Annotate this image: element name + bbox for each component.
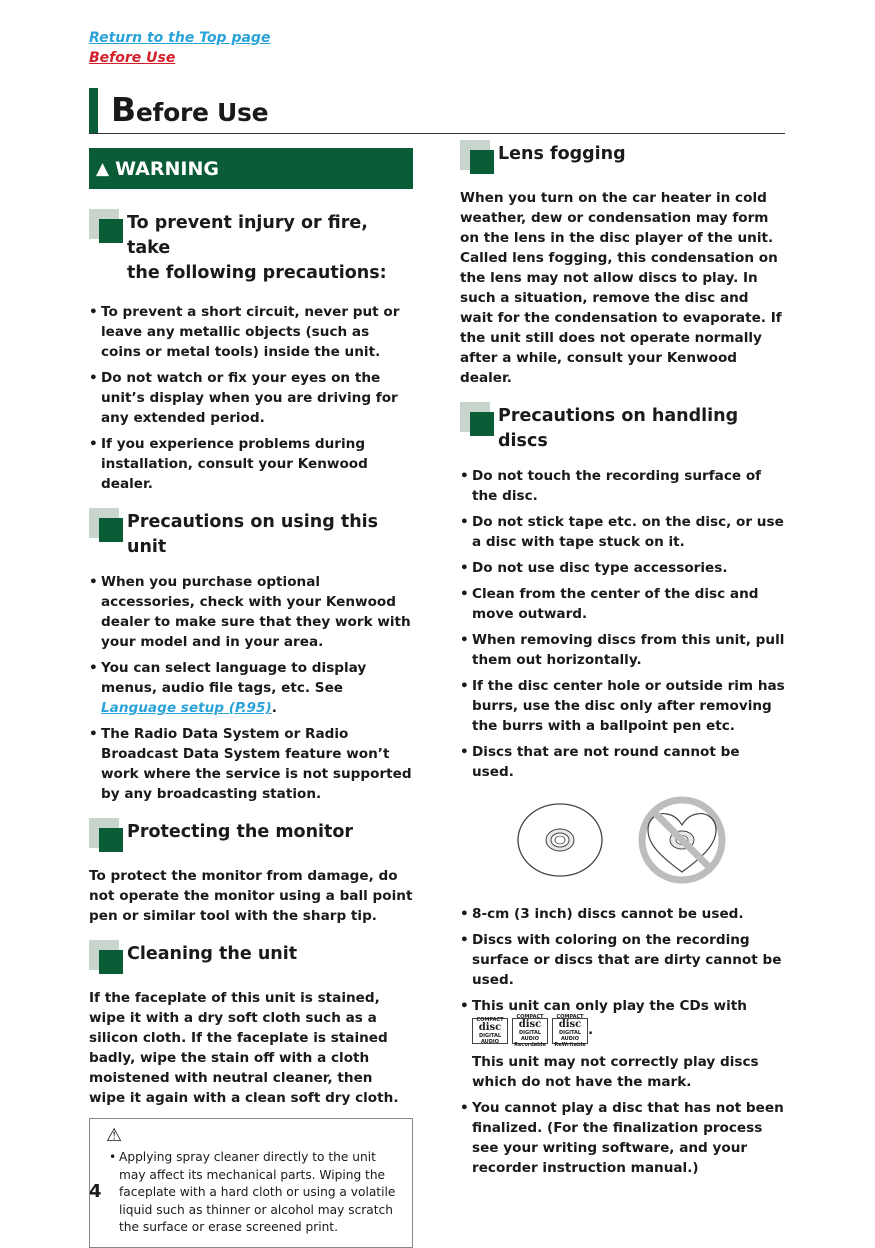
monitor-text: To protect the monitor from damage, do not operate the monitor using a ball point pen or similar tool with the sharp tip. [89, 868, 413, 924]
caution-item: • Applying spray cleaner directly to the unit may affect its mechanical parts. Wiping the faceplate with a hard cloth or using a volatile liquid such as thinner or alcohol may scratch the surface or erase screened print. [106, 1149, 402, 1237]
list-item: • When you purchase optional accessories, check with your Kenwood dealer to make sure that they work with your model and in your area. [89, 572, 413, 652]
section-protecting-monitor [89, 820, 413, 854]
list-item: • Discs that are not round cannot be used. [460, 742, 786, 782]
before-use-link[interactable]: Before Use [89, 50, 176, 66]
warning-label: WARNING [115, 157, 219, 180]
cleaning-text: If the faceplate of this unit is stained, wipe it with a dry soft cloth such as a silicon cloth. If the faceplate is stained badly, wipe the stain off with a cloth moistened with neutral cleaner, then wipe it again with a clean soft dry cloth. [89, 990, 399, 1106]
section-prevent-injury [89, 211, 413, 286]
heart-disc-prohibited-icon [642, 800, 722, 880]
caution-icon: ⚠ [106, 1125, 123, 1146]
section-heading: Precautions on using this unit [127, 512, 379, 557]
list-item: • Do not touch the recording surface of the disc. [460, 466, 786, 506]
page-title [89, 88, 785, 134]
compact-disc-recordable-logo: COMPACT disc DIGITAL AUDIO Recordable [512, 1018, 548, 1044]
section-handling-discs [460, 404, 786, 454]
list-item: • Do not watch or fix your eyes on the unit’s display when you are driving for any extended period. [89, 368, 413, 428]
warning-banner [89, 148, 413, 189]
section-cleaning-unit [89, 942, 413, 976]
list-item: • 8-cm (3 inch) discs cannot be used. [460, 904, 786, 924]
list-item: • This unit can only play the CDs with COMPACT disc DIGITAL AUDIO COMPACT disc DIGITAL AUDIO Recordable COMPACT disc DIGITAL AUDIO ReWritable . This unit may not correctly play discs which do not have the mark. [460, 996, 786, 1092]
cd-logos [472, 1014, 588, 1048]
disc-illustration [460, 790, 786, 900]
language-setup-link[interactable]: Language setup (P.95) [101, 700, 272, 716]
compact-disc-rewritable-logo: COMPACT disc DIGITAL AUDIO ReWritable [552, 1018, 588, 1044]
caution-box [89, 1118, 413, 1248]
section-heading: To prevent injury or fire, take the following precautions: [127, 213, 387, 283]
return-to-top-link[interactable]: Return to the Top page [89, 30, 271, 46]
cd-item-text: This unit can only play the CDs with [472, 998, 747, 1014]
list-item: • If the disc center hole or outside rim has burrs, use the disc only after removing the burrs with a ballpoint pen etc. [460, 676, 786, 736]
compact-disc-logo: COMPACT disc DIGITAL AUDIO [472, 1018, 508, 1044]
title-initial: B [111, 90, 136, 129]
list-item: • Do not stick tape etc. on the disc, or use a disc with tape stuck on it. [460, 512, 786, 552]
section-heading: Protecting the monitor [127, 822, 354, 842]
section-heading: Precautions on handling discs [498, 406, 739, 451]
list-item: • Do not use disc type accessories. [460, 558, 786, 578]
section-heading: Lens fogging [498, 144, 626, 164]
disc-diagram [460, 790, 786, 900]
discs-list-2 [460, 904, 786, 1178]
list-item: • You can select language to display menus, audio file tags, etc. See Language setup (P.95). [89, 658, 413, 718]
round-disc-icon [518, 804, 602, 876]
using-list [89, 572, 413, 804]
section-using-unit [89, 510, 413, 560]
list-item: • Clean from the center of the disc and move outward. [460, 584, 786, 624]
list-item: • The Radio Data System or Radio Broadcast Data System feature won’t work where the service is not supported by any broadcasting station. [89, 724, 413, 804]
section-lens-fogging [460, 142, 786, 176]
prevent-list [89, 302, 413, 494]
top-navigation [89, 28, 270, 68]
title-rest: efore Use [135, 98, 269, 127]
list-item: • When removing discs from this unit, pull them out horizontally. [460, 630, 786, 670]
cd-note: This unit may not correctly play discs which do not have the mark. [472, 1054, 759, 1090]
left-column [89, 148, 413, 1248]
section-heading: Cleaning the unit [127, 944, 298, 964]
right-column [460, 142, 786, 1184]
title-accent-bar [89, 88, 98, 133]
list-item: • Discs with coloring on the recording surface or discs that are dirty cannot be used. [460, 930, 786, 990]
list-item: • You cannot play a disc that has not been finalized. (For the finalization process see your writing software, and your recorder instruction manual.) [460, 1098, 786, 1178]
discs-list [460, 466, 786, 782]
list-item: • If you experience problems during installation, consult your Kenwood dealer. [89, 434, 413, 494]
list-item: • To prevent a short circuit, never put or leave any metallic objects (such as coins or metal tools) inside the unit. [89, 302, 413, 362]
page-number: 4 [89, 1181, 102, 1202]
fogging-text: When you turn on the car heater in cold weather, dew or condensation may form on the lens in the disc player of the unit. Called lens fogging, this condensation on the lens may not allow discs to play. In such a situation, remove the disc and wait for the condensation to evaporate. If the unit still does not operate normally after a while, consult your Kenwood dealer. [460, 190, 782, 386]
warning-triangle-icon: ▲ [96, 158, 110, 179]
